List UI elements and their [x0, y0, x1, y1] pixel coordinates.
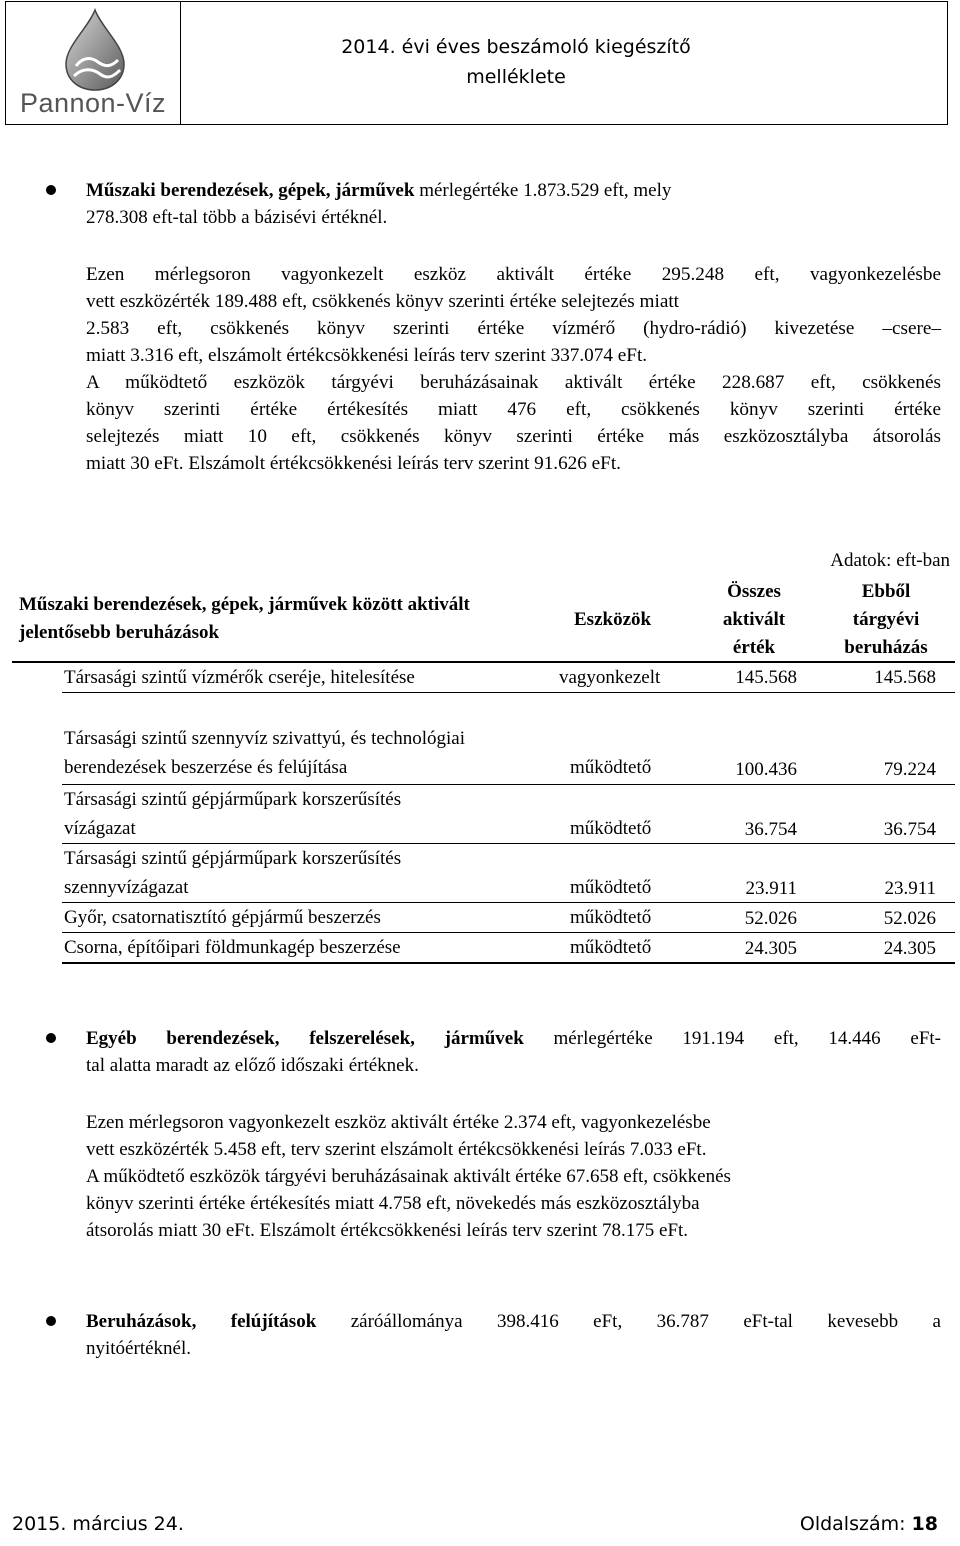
section1-body-line: miatt 3.316 eft, elszámolt értékcsökkenési leírás terv szerint 337.074 eFt. [86, 345, 648, 366]
row-name: szennyvízágazat [64, 877, 189, 898]
section2-body-line: átsorolás miatt 30 eFt. Elszámolt értékcsökkenési leírás terv szerint 78.175 eFt. [86, 1220, 689, 1241]
water-drop-logo-icon [58, 6, 132, 92]
row-total: 24.305 [744, 938, 797, 959]
section1-body-line: miatt 30 eFt. Elszámolt értékcsökkenési leírás terv szerint 91.626 eFt. [86, 453, 621, 474]
row-current: 145.568 [874, 667, 936, 688]
bullet-section1 [46, 185, 56, 195]
section3-text [86, 1308, 941, 1362]
row-type: működtető [570, 818, 652, 839]
row-name: Csorna, építőipari földmunkagép beszerzése [64, 937, 401, 958]
table-title-line1: Műszaki berendezések, gépek, járművek között aktivált [19, 594, 470, 615]
row-current: 79.224 [883, 759, 936, 780]
section1-body-line: könyv szerinti értéke értékesítés miatt 476 eft, csökkenés könyv szerinti értéke [86, 399, 941, 420]
header-title-box [181, 1, 948, 125]
table-title-line2: jelentősebb beruházások [19, 622, 220, 643]
row-type: működtető [570, 937, 652, 958]
footer-page-label: Oldalszám: [799, 1513, 912, 1535]
section1-body-line: A működtető eszközök tárgyévi beruházásainak aktivált értéke 228.687 eft, csökkenés [86, 372, 941, 393]
row-total: 52.026 [744, 908, 797, 929]
logo-text: Pannon-Víz [19, 88, 167, 118]
section1-body [86, 261, 941, 477]
column-header-ebbol-line: Ebből [861, 581, 911, 602]
document-title [256, 32, 776, 92]
section1-intro [86, 177, 941, 231]
row-divider [62, 692, 955, 693]
bullet-section3 [46, 1316, 56, 1326]
document-title-line2: melléklete [466, 66, 566, 88]
section2-title: Egyéb berendezések, felszerelések, járművek [86, 1028, 524, 1049]
row-type: vagyonkezelt [559, 667, 661, 688]
row-type: működtető [570, 907, 652, 928]
row-total: 23.911 [745, 878, 797, 899]
row-current: 36.754 [883, 819, 936, 840]
section2-body-line: Ezen mérlegsoron vagyonkezelt eszköz aktivált értéke 2.374 eft, vagyonkezelésbe [86, 1112, 711, 1133]
row-type: működtető [570, 757, 652, 778]
column-header-ebbol-line: beruházás [844, 637, 928, 658]
section1-body-line: 2.583 eft, csökkenés könyv szerinti értéke vízmérő (hydro-rádió) kivezetése –csere– [86, 318, 941, 339]
section2-intro-line2: tal alatta maradt az előző időszaki értéknek. [86, 1055, 419, 1076]
section2-body-line: A működtető eszközök tárgyévi beruházásainak aktivált értéke 67.658 eft, csökkenés [86, 1166, 731, 1187]
section1-intro-line1: mérlegértéke 1.873.529 eft, mely [414, 180, 672, 201]
page-header [0, 0, 948, 128]
row-current: 24.305 [883, 938, 936, 959]
row-name: Társasági szintű szennyvíz szivattyú, és technológiai [64, 728, 465, 749]
bullet-section2 [46, 1033, 56, 1043]
column-header-osszes-line: Összes [727, 581, 781, 602]
section2-body-line: könyv szerinti értéke értékesítés miatt 4.758 eft, növekedés más eszközosztályba [86, 1193, 700, 1214]
section1-body-line: vett eszközérték 189.488 eft, csökkenés könyv szerinti értéke selejtezés miatt [86, 291, 679, 312]
row-current: 52.026 [883, 908, 936, 929]
section2-body-line: vett eszközérték 5.458 eft, terv szerint elszámolt értékcsökkenési leírás 7.033 eFt. [86, 1139, 707, 1160]
section1-body-line: Ezen mérlegsoron vagyonkezelt eszköz aktivált értéke 295.248 eft, vagyonkezelésbe [86, 264, 941, 285]
row-total: 100.436 [735, 759, 797, 780]
footer-page-number [800, 1513, 938, 1535]
column-header-osszes-line: érték [732, 637, 776, 658]
section1-intro-line2: 278.308 eft-tal több a bázisévi értéknél. [86, 207, 388, 228]
logo-box [5, 1, 181, 125]
column-header-osszes-line: aktivált [722, 609, 786, 630]
column-header-osszes [704, 578, 804, 662]
row-name: Társasági szintű gépjárműpark korszerűsítés [64, 789, 402, 810]
row-name: berendezések beszerzése és felújítása [64, 757, 348, 778]
row-type: működtető [570, 877, 652, 898]
row-name: Győr, csatornatisztító gépjármű beszerzés [64, 907, 381, 928]
section2-intro-line1: mérlegértéke 191.194 eft, 14.446 eFt- [523, 1028, 941, 1049]
row-total: 36.754 [744, 819, 797, 840]
footer-date: 2015. március 24. [12, 1513, 184, 1535]
section3-line1: záróállománya 398.416 eFt, 36.787 eFt-tal kevesebb a [316, 1311, 941, 1332]
column-header-ebbol [826, 578, 946, 662]
column-header-eszkozok: Eszközök [574, 609, 652, 630]
row-total: 145.568 [735, 667, 797, 688]
unit-note: Adatok: eft-ban [830, 550, 950, 571]
table-bottom-rule [62, 962, 955, 964]
row-name: Társasági szintű gépjárműpark korszerűsítés [64, 848, 402, 869]
section3-line2: nyitóértéknél. [86, 1338, 191, 1359]
column-header-ebbol-line: tárgyévi [852, 609, 920, 630]
row-name: Társasági szintű vízmérők cseréje, hitelesítése [64, 667, 415, 688]
row-name: vízágazat [64, 818, 136, 839]
section2-body [86, 1109, 941, 1244]
section2-intro [86, 1025, 941, 1079]
row-current: 23.911 [884, 878, 936, 899]
section3-title: Beruházások, felújítások [86, 1311, 317, 1332]
document-title-line1: 2014. évi éves beszámoló kiegészítő [341, 36, 691, 58]
section1-title: Műszaki berendezések, gépek, járművek [86, 180, 415, 201]
table-title [19, 591, 470, 647]
page-number: 18 [911, 1513, 938, 1535]
section1-body-line: selejtezés miatt 10 eft, csökkenés könyv szerinti értéke más eszközosztályba átsorolás [86, 426, 941, 447]
